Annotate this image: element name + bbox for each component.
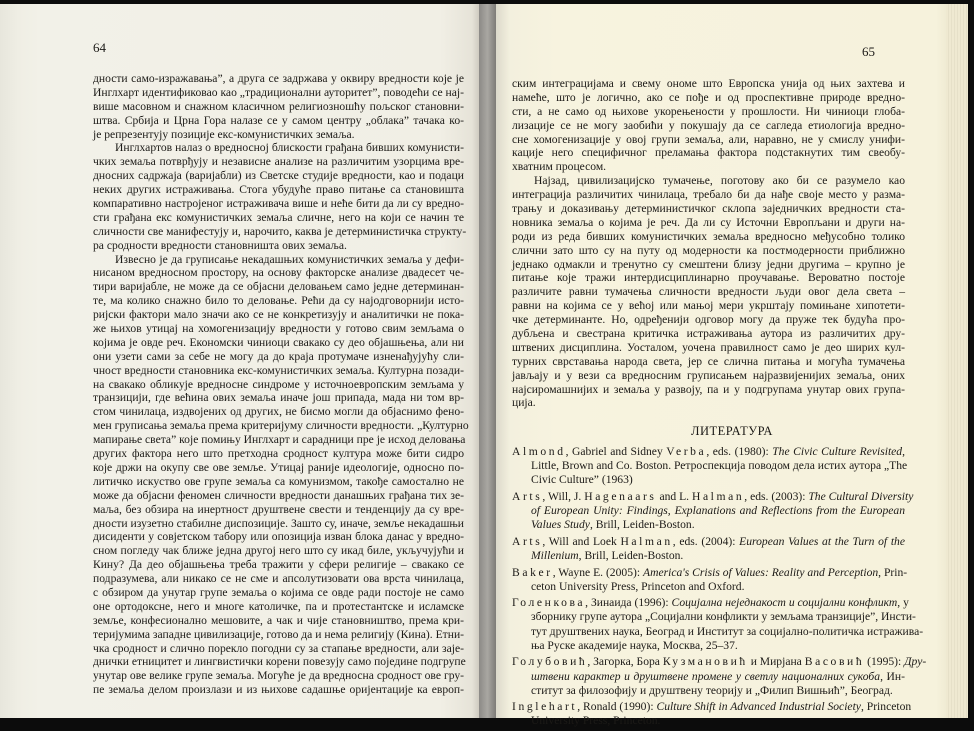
text-line: чка сродност и слично порекло погодни су за стапање вредности, али зaje-	[93, 641, 464, 655]
reference-entry	[512, 700, 912, 728]
text-line: ским интеграцијама и свему ономе што Европска унија од њих захтева и	[512, 77, 905, 90]
reference-text: , Prin-	[878, 565, 908, 579]
reference-text: , Will and Loek	[542, 534, 621, 548]
text-line: чких земаља потврђују и независне анализе на различитим узорцима вре-	[93, 155, 464, 169]
reference-text: ња Руске академије наука, Москва, 25–37.	[531, 638, 738, 652]
text-line: може да објасни феномен сличности вредности данашњих грађана тих зе-	[93, 488, 464, 502]
text-line: штва. Србија и Црна Гора налазе се у самом центру „облака” тачака ко-	[93, 113, 464, 127]
text-line: дности само-изражавања”, а друга се задржава у оквиру вредности које је	[93, 72, 464, 85]
text-line: интеграција различитих чинилаца, требало би да нађе своје место у разма-	[512, 188, 905, 202]
reference-text: , eds. (2003):	[744, 489, 809, 503]
text-line: ција.	[512, 396, 536, 410]
reference-line	[512, 489, 914, 504]
reference-title: of European Unity: Findings, Explanations and Reflections from the European	[531, 504, 905, 518]
text-line: мапирање света” које помињу Инглхарт и сарадници пре је исход деловања	[93, 433, 466, 447]
text-line: различите равни тумачења сличности вредности људи овог дела света –	[512, 285, 905, 299]
reference-text: , eds. (2004):	[672, 534, 740, 548]
text-line: компаративно настројеног истраживача више и неће бити да ли су вредно-	[93, 197, 464, 211]
reference-line	[512, 549, 905, 563]
reference-title: Дру-	[904, 655, 927, 669]
text-line: литичко искуство ове групе земаља са комунизмом, такође самостално не	[93, 474, 464, 488]
reference-line	[512, 504, 905, 518]
paragraph	[93, 141, 467, 252]
reference-text: University Press, Princeton.	[531, 714, 661, 728]
reference-line	[512, 518, 905, 532]
text-line: трању и доказивању детерминистичког склопа заједничких вредности ста-	[512, 202, 905, 216]
page-number-left: 64	[93, 40, 106, 55]
text-line: сне хомогенизације у овој групи земаља, али, наравно, не у смислу унифи-	[512, 132, 905, 146]
reference-author: Almond	[512, 445, 566, 458]
reference-text: , Brill, Leiden-Boston.	[589, 518, 695, 532]
text-line: транзицији, где већина ових земаља иначе још припада, мада ни том вр-	[93, 391, 464, 405]
reference-line	[512, 624, 924, 639]
reference-line	[512, 639, 905, 653]
reference-text: , eds. (1980):	[706, 445, 773, 458]
reference-line	[512, 459, 908, 473]
reference-title: America's Crisis of Values: Reality and Perception	[642, 565, 879, 579]
text-line: чке детерминанте. Но, одређенији одговор могу да пруже тек будућа про-	[512, 313, 905, 327]
text-line: равни на којима се у већој или мањој мери укрштају помињане хипотети-	[512, 299, 905, 313]
text-line: сти, а не само од њихове укорењености у прошлости. Ни чиниоци глоба-	[512, 104, 905, 118]
text-line: кације него специфичног преламања фактора подстакнутих тим свеобу-	[512, 146, 905, 160]
reference-text: зборнику групе аутора „Социјални конфликти у земљама транзиције”, Инсти-	[531, 610, 916, 624]
text-line: с обзиром да унутар групе земаља о којима се овде ради постоје не само	[93, 585, 464, 599]
text-line: стом чинилаца, издвојених од других, не бисмо могли да објаснимо фено-	[93, 405, 464, 419]
text-line: којима је овде реч. Економски чиниоци свакако су део објашњења, али ни	[93, 335, 464, 349]
text-line: Кину? Да део објашњења треба тражити у сфери религије – свакако се	[93, 558, 464, 572]
text-line: намеће, што је логично, ако се пође и од проспективне природе вредно-	[512, 90, 905, 104]
text-line: једнако одмакли и тренутно су смештени близу једни другима – крупно је	[512, 257, 905, 271]
reference-line	[512, 610, 916, 624]
text-line: Инглхарт идентификовао као „традиционални ауторитет”, поводећи се нај-	[93, 85, 464, 99]
text-line: дубљена и свестрана критичка истраживања аутора из различитих дру-	[512, 327, 905, 341]
text-line: чност вредности становника екс-комунистичких земаља. Културна позади-	[93, 363, 464, 377]
reference-line	[512, 714, 905, 728]
text-line: днички етницитет и лингвистички корени повезују само поједине подгрупе	[93, 655, 466, 669]
text-line: неких других истраживања. Стога убудуће право питање са становишта	[93, 183, 464, 197]
text-line: које држи на окупу све ове земље. Утицај раније идеологије, односно по-	[93, 460, 464, 474]
text-line: ријски фактори мало значи ако се не конкретизују и аналитички не пока-	[93, 308, 464, 322]
reference-text: и Мирјана	[747, 655, 805, 669]
text-line: Најзад, цивилизацијско тумачење, поготову ако би се разумело као	[534, 174, 905, 188]
text-line: јављају и у вези са вредносним груписањем најразвијенијих земаља, оних	[512, 368, 905, 382]
reference-author: Halman	[620, 534, 673, 548]
text-line: других фактора него што претходна сродност култура може бити сидро	[93, 447, 464, 461]
text-line: ра сродности вредности становништа ових земаља.	[93, 238, 347, 252]
reference-author: Hagenaars	[584, 489, 657, 503]
reference-text: , Brill, Leiden-Boston.	[578, 549, 684, 563]
text-line: на свакако обликује вредносне синдроме у источноевропским земљама у	[93, 377, 464, 391]
page-number-right: 65	[862, 44, 875, 59]
text-line: турних сврставања народа света, јер се слична питања и могућа тумачења	[512, 354, 905, 368]
reference-text: , Загорка, Бора	[587, 655, 663, 669]
text-line: Извесно је да груписање некадашњих комунистичких земаља у дефи-	[115, 252, 464, 266]
reference-line	[512, 565, 908, 580]
reference-line	[512, 473, 905, 487]
reference-author: Arts	[512, 489, 543, 503]
reference-line	[512, 580, 905, 594]
page-edges	[946, 4, 968, 718]
reference-author: Васовић	[804, 655, 865, 669]
reference-entry	[512, 445, 908, 488]
reference-text: Little, Brown and Co. Boston. Ретроспекција поводом дела истих аутора „The	[531, 459, 908, 473]
text-line: штвених дисциплина. Уосталом, уочена правилност само је део ширих кул-	[512, 340, 905, 354]
reference-text: , Wayne E. (2005):	[552, 565, 643, 579]
reference-entry	[512, 565, 908, 594]
references-list	[512, 445, 927, 731]
text-line: Инглхартов налаз о вредносној блискости грађана бивших комунисти-	[115, 141, 464, 155]
reference-text: , у	[897, 596, 909, 610]
text-line: они узети сами за себе не могу да до краја протумаче изненађујућу сли-	[93, 349, 464, 363]
text-line: више масовном и снажном класичном религиозношћу пољског становни-	[93, 99, 464, 113]
reference-entry	[512, 596, 924, 653]
reference-entry	[512, 535, 905, 563]
reference-title: Culture Shift in Advanced Industrial Society	[656, 700, 861, 714]
reference-text: , Ин-	[880, 669, 905, 683]
reference-author: Verba	[666, 445, 707, 458]
reference-text: ,	[902, 445, 906, 458]
text-line: питање које тражи интердисциплинарно проучавање. Вероватно постоје	[512, 271, 905, 285]
reference-line	[512, 445, 905, 459]
reference-line	[512, 700, 912, 714]
text-line: најсиромашнијих и земаља у развоју, па и у подгрупама унутар ових групa-	[512, 382, 905, 396]
reference-text: ceton University Press, Princeton and Oxford.	[531, 579, 745, 593]
reference-text: ститут за филозофију и друштвену теорију и „Филип Вишњић”, Београд.	[531, 683, 893, 697]
text-line: земље, конфесионално мешовите, а чак и чије становништво, према кри-	[93, 613, 464, 627]
reference-text: , Princeton	[860, 700, 912, 714]
reference-line	[512, 684, 905, 698]
reference-text: , Ronald (1990):	[577, 700, 657, 714]
right-page	[496, 4, 968, 728]
text-line: роди из реда бивших комунистичких земаља вредносно међусобно толико	[512, 229, 905, 243]
reference-text: (1995):	[864, 655, 905, 669]
left-page-body	[93, 72, 469, 697]
text-line: дности изузетно стабилне диспозиције. Зашто су, иначе, земље некадашњи	[93, 516, 464, 530]
references-heading: ЛИТЕРАТУРА	[691, 424, 773, 438]
paragraph	[512, 77, 905, 174]
reference-line	[512, 655, 927, 669]
reference-author: Halman	[691, 489, 745, 503]
reference-author: Кузмановић	[662, 655, 748, 669]
text-line: мен груписања земаља према критеријуму сличности вредности. „Културно	[93, 419, 469, 433]
text-line: сном погледу чак ближе једна другој него што су икад биле, укључујући и	[93, 544, 464, 558]
text-line: пе земаља делом произлази и из њихове садашње оријентације ка европ-	[93, 683, 464, 697]
reference-entry	[512, 655, 927, 698]
text-line: унутар ове велике групе земаља. Могуће је да вредносна сродност ове гру-	[93, 669, 464, 683]
text-line: оне ортодоксне, него и многе католичке, па и протестантске и исламске	[93, 599, 464, 613]
reference-text: , Gabriel and Sidney	[565, 445, 667, 458]
text-line: тири варијабле, не може да се објасни деловањем само једне детерминан-	[93, 280, 464, 294]
reference-author: Arts	[512, 534, 543, 548]
paragraph	[512, 174, 905, 410]
reference-title: European Values at the Turn of the	[739, 534, 905, 548]
right-page-body	[512, 77, 905, 410]
text-line: новника земаља о којима је реч. Да ли су Источни Европљани и други на-	[512, 215, 905, 229]
text-line: теријумима западне цивилизације, готово да и нема религију (Кина). Етни-	[93, 627, 465, 641]
paragraph	[93, 252, 469, 698]
text-line: сти грађана екс комунистичких земаља сличне, него на који се начин те	[93, 210, 464, 224]
text-line: маља, без обзира на инертност друштвене свести и тенденцију да су вре-	[93, 502, 464, 516]
reference-text: and L.	[656, 489, 692, 503]
reference-text: , Will, J.	[542, 489, 585, 503]
reference-title: The Civic Culture Revisited	[772, 445, 903, 458]
text-line: нисаном вредносном простору, на основу факторске анализе двадесет че-	[93, 266, 464, 280]
text-line: дисиденти у совјетском табору или опозиција изван блока данас у вредно-	[93, 530, 464, 544]
reference-line	[512, 535, 905, 549]
reference-title: Values Study	[531, 518, 590, 532]
reference-author: Голенкова	[512, 596, 586, 610]
text-line: лизације се не могу заобићи у покушају да се сагледа етиологија вредно-	[512, 118, 905, 132]
reference-line	[512, 670, 905, 684]
reference-line	[512, 596, 909, 610]
reference-text: Civic Culture” (1963)	[531, 473, 633, 487]
left-page	[0, 4, 479, 718]
reference-entry	[512, 489, 914, 533]
reference-title: Millenium	[531, 549, 579, 563]
reference-text: тут друштвених наука, Београд и Институт за социјално-политичка истражива-	[531, 624, 924, 638]
book-gutter	[479, 4, 496, 718]
reference-title: штвени карактер и друштвене промене у светлу националних сукоба	[531, 669, 881, 683]
text-line: те, ма колико снажно било то деловање. Рећи да су најодговорнији исто-	[93, 294, 464, 308]
text-line: дносних садржаја (варијабли) из Светске студије вредности, као и подаци	[93, 169, 464, 183]
reference-text: , Зинаида (1996):	[585, 596, 672, 610]
paragraph	[93, 72, 464, 141]
reference-author: Голубовић	[512, 655, 588, 669]
text-line: хватним процесом.	[512, 160, 607, 174]
text-line: подразумева, али никако се не сме и апсолутизовати ова врста чинилаца,	[93, 572, 464, 586]
reference-title: Социјална неједнакост и социјални конфликт	[671, 596, 898, 610]
reference-author: Inglehart	[512, 700, 578, 714]
reference-author: Baker	[512, 565, 553, 579]
text-line: слични зато што су на путу од модерности ка постмодерности приближно	[512, 243, 905, 257]
text-line: је репрезентују позиције екс-комунистичких земаља.	[93, 127, 355, 141]
text-line: сличности све манифестују и, нарочито, каква је детерминистичка структу-	[93, 224, 467, 238]
reference-title: The Cultural Diversity	[808, 489, 914, 503]
text-line: же њихов утицај на хомогенизацију вредности у готово свим земљама о	[93, 322, 464, 336]
